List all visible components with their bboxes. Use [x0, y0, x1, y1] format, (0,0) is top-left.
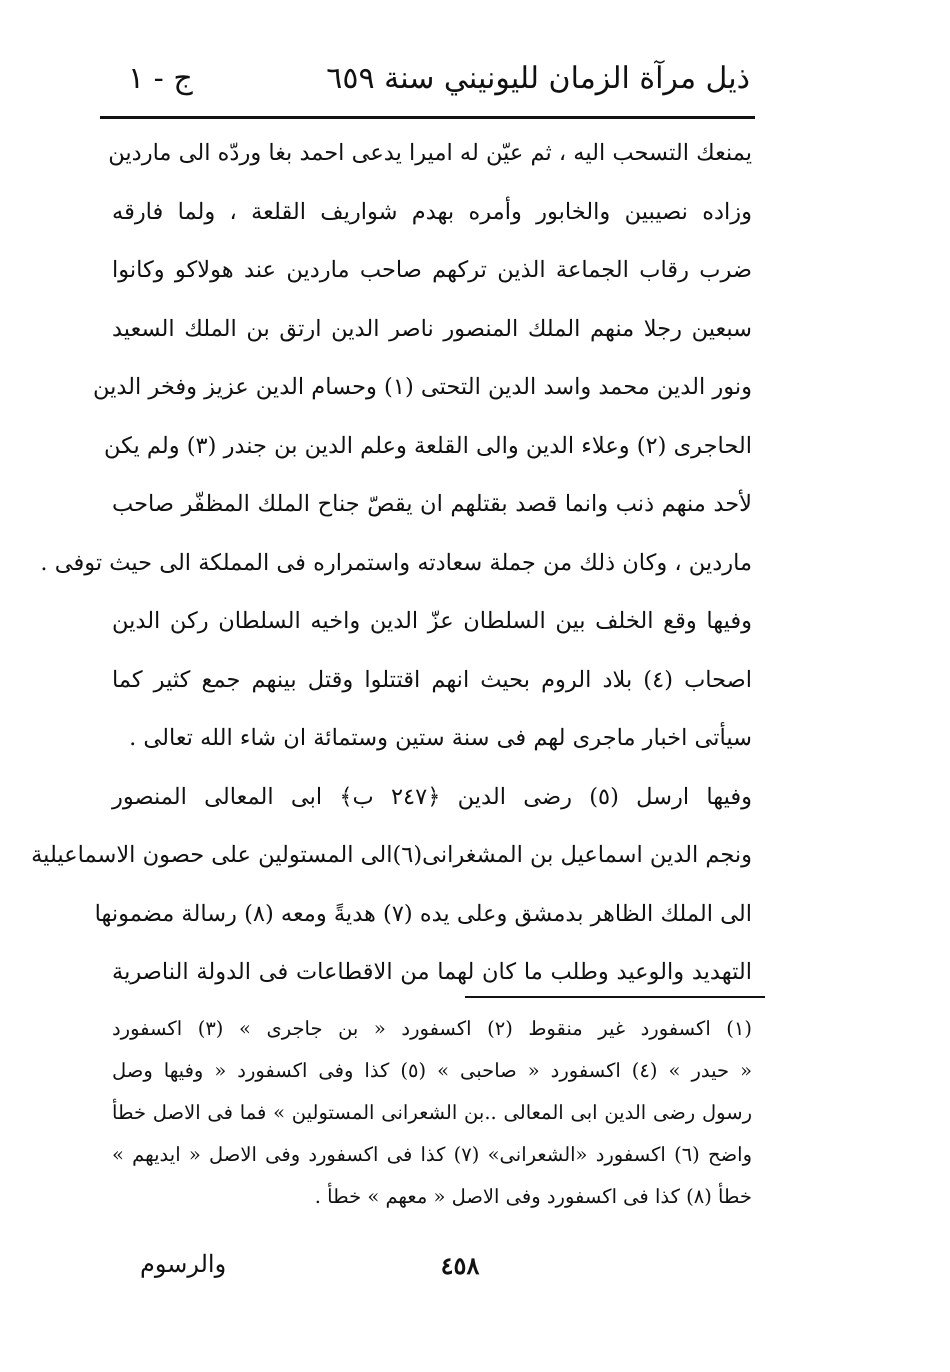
text-line: ونجم الدين اسماعيل بن المشغرانى(٦)الى المستولين على حصون الاسماعيلية: [31, 842, 752, 868]
footnote-line: واضح (٦) اكسفورد «الشعرانى» (٧) كذا فى اكسفورد وفى الاصل « ايديهم »: [112, 1143, 752, 1166]
text-line: يمنعك التسحب اليه ، ثم عيّن له اميرا يدعى احمد بغا وردّه الى ماردين: [108, 140, 752, 166]
text-line: ماردين ، وكان ذلك من جملة سعادته واستمراره فى المملكة الى حيث توفى .: [40, 549, 752, 576]
footnote-line: خطأ (٨) كذا فى اكسفورد وفى الاصل « معهم » خطأ .: [314, 1185, 752, 1208]
running-title: ذيل مرآة الزمان لليونيني سنة ٦٥٩: [326, 61, 750, 96]
text-line: وفيها وقع الخلف بين السلطان عزّ الدين واخيه السلطان ركن الدين: [112, 608, 752, 634]
main-text: [31, 124, 752, 1002]
text-line: الحاجرى (٢) وعلاء الدين والى القلعة وعلم الدين بن جندر (٣) ولم يكن: [103, 432, 752, 459]
page-number: ٤٥٨: [440, 1251, 480, 1280]
text-line: اصحاب (٤) بلاد الروم بحيث انهم اقتتلوا وقتل بينهم جمع كثير كما: [112, 666, 752, 693]
text-line: التهديد والوعيد وطلب ما كان لهما من الاقطاعات فى الدولة الناصرية: [112, 959, 752, 985]
running-header: [110, 55, 750, 103]
volume-number: ج - ١: [128, 61, 193, 96]
text-line: الى الملك الظاهر بدمشق وعلى يده (٧) هديةً ومعه (٨) رسالة مضمونها: [94, 900, 752, 927]
footnote-divider: [465, 996, 765, 998]
footnote-line: (١) اكسفورد غير منقوط (٢) اكسفورد « بن جاجرى » (٣) اكسفورد: [112, 1017, 752, 1040]
footnote-line: رسول رضى الدين ابى المعالى ..بن الشعرانى المستولين » فما فى الاصل خطأ: [112, 1101, 752, 1124]
footnotes: [112, 1008, 752, 1218]
text-line: ونور الدين محمد واسد الدين التحتى (١) وحسام الدين عزيز وفخر الدين: [92, 374, 752, 400]
text-line: سبعين رجلا منهم الملك المنصور ناصر الدين ارتق بن الملك السعيد: [112, 315, 752, 342]
text-line: لأحد منهم ذنب وانما قصد بقتلهم ان يقصّ جناح الملك المظفّر صاحب: [112, 491, 752, 517]
text-line: وزاده نصيبين والخابور وأمره بهدم شواريف القلعة ، ولما فارقه: [112, 198, 752, 225]
footnote-line: « حيدر » (٤) اكسفورد « صاحبى » (٥) كذا وفى اكسفورد « وفيها وصل: [112, 1059, 752, 1082]
text-line: وفيها ارسل (٥) رضى الدين ﴿٢٤٧ ب﴾ ابى المعالى المنصور: [112, 783, 752, 810]
catchword: والرسوم: [140, 1250, 227, 1278]
text-line: ضرب رقاب الجماعة الذين تركهم صاحب ماردين عند هولاكو وكانوا: [112, 257, 752, 283]
header-divider: [100, 116, 755, 119]
text-line: سيأتى اخبار ماجرى لهم فى سنة ستين وستمائة ان شاء الله تعالى .: [129, 725, 752, 751]
